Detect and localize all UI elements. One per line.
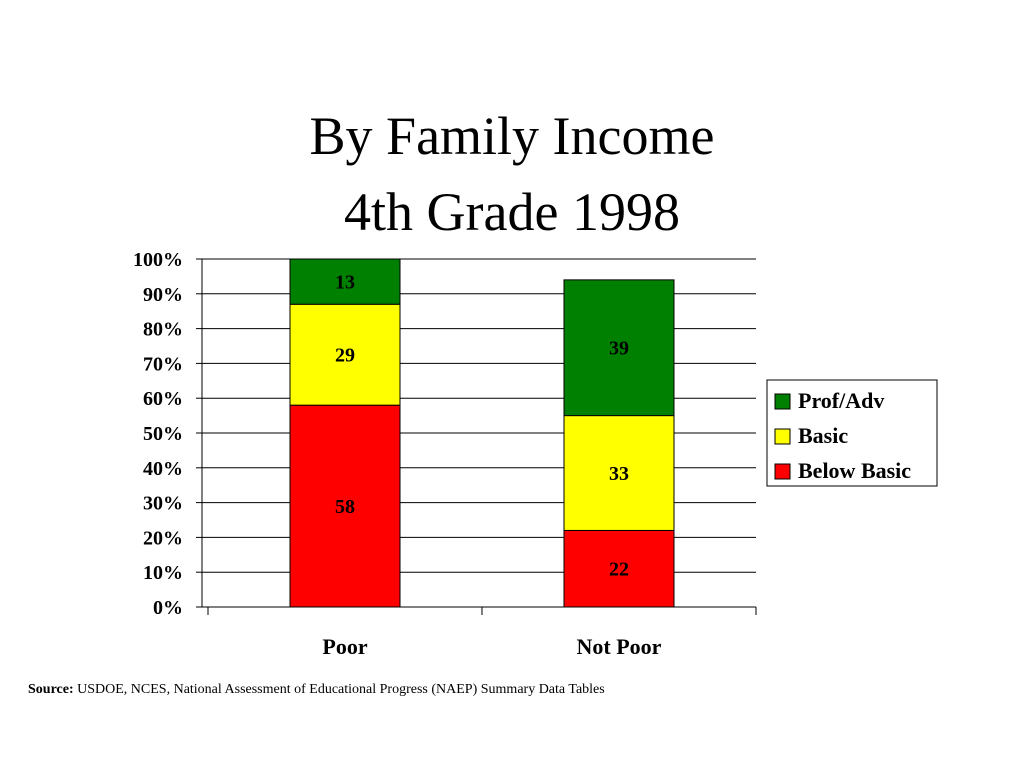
y-tick-label: 0% [153, 597, 183, 619]
source-label: Source: [28, 682, 74, 697]
y-tick-label: 80% [143, 318, 183, 341]
y-tick-label: 20% [143, 527, 183, 550]
data-label-basic: 33 [609, 463, 629, 486]
category-label: Poor [322, 634, 368, 659]
source-note [28, 682, 605, 698]
legend-label-prof-adv: Prof/Adv [798, 388, 885, 413]
chart-title-line-1: By Family Income [309, 106, 715, 166]
source-text: USDOE, NCES, National Assessment of Educational Progress (NAEP) Summary Data Tables [73, 682, 605, 697]
y-tick-label: 10% [143, 562, 183, 585]
y-tick-label: 100% [133, 249, 183, 271]
legend-label-basic: Basic [798, 423, 849, 448]
data-label-prof-adv: 39 [609, 337, 629, 360]
category-label: Not Poor [576, 634, 662, 659]
y-tick-label: 60% [143, 388, 183, 411]
data-label-prof-adv: 13 [335, 271, 355, 294]
legend-swatch-below-basic [775, 464, 790, 479]
legend-label-below-basic: Below Basic [798, 458, 912, 483]
y-tick-label: 70% [143, 353, 183, 376]
legend-swatch-prof-adv [775, 394, 790, 409]
y-tick-label: 40% [143, 457, 183, 480]
y-tick-label: 30% [143, 492, 183, 515]
data-label-basic: 29 [335, 344, 355, 367]
data-label-below-basic: 58 [335, 496, 355, 519]
y-tick-label: 90% [143, 283, 183, 306]
chart-title-line-2: 4th Grade 1998 [344, 182, 680, 242]
legend-swatch-basic [775, 429, 790, 444]
data-label-below-basic: 22 [609, 558, 629, 581]
y-tick-label: 50% [143, 423, 183, 445]
